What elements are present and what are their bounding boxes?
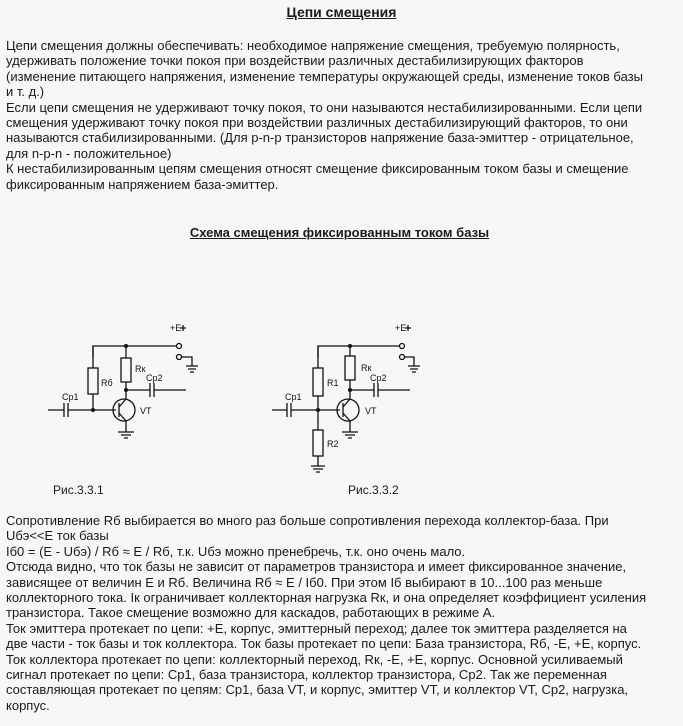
supply-label: +E	[170, 323, 182, 333]
intro-line: для n-p-n - положительное)	[6, 145, 172, 161]
figure-caption: Рис.3.3.2	[348, 483, 399, 497]
figure-caption: Рис.3.3.1	[53, 483, 104, 497]
r2-label: R2	[327, 439, 339, 449]
supply-label: +E	[395, 323, 407, 333]
r1-label: R1	[327, 378, 339, 388]
rk-label: Rк	[135, 364, 146, 374]
intro-line: К нестабилизированным цепям смещения относят смещение фиксированным током базы и смещение	[6, 161, 629, 177]
intro-line: удерживать положение точки покоя при воздействии различных дестабилизирующих факторов	[6, 53, 584, 69]
intro-line: смещения удерживают точку покоя при воздействии различных дестабилизирующий факторов, то они	[6, 115, 628, 131]
page-title: Цепи смещения	[286, 4, 397, 20]
body-line: зависящее от величин E и Rб. Величина Rб ≈ E / Iб0. При этом Iб выбирают в 10...100 раз меньше	[6, 574, 603, 590]
body-line: корпус.	[6, 697, 50, 713]
cp2-label: Cp2	[146, 373, 163, 383]
body-line: Uбэ<<E ток базы	[6, 528, 109, 544]
cp2-label: Cp2	[370, 373, 387, 383]
intro-line: Цепи смещения должны обеспечивать: необходимое напряжение смещения, требуемую полярность,	[6, 38, 620, 53]
section-heading: Схема смещения фиксированным током базы	[189, 225, 490, 240]
body-line: Отсюда видно, что ток базы не зависит от параметров транзистора и имеет фиксированное значение,	[6, 559, 627, 575]
body-line: две части - ток базы и ток коллектора. Ток базы протекает по цепи: База транзистора, Rб, -E, +E, корпус.	[6, 636, 642, 652]
body-line: Сопротивление Rб выбирается во много раз больше сопротивления перехода коллектор-база. При	[6, 513, 609, 528]
cp1-label: Cp1	[62, 392, 79, 402]
cp1-label: Cp1	[285, 392, 302, 402]
body-line: транзистора. Такое смещение возможно для каскадов, работающих в режиме А.	[6, 605, 496, 621]
vt-label: VT	[140, 406, 152, 416]
body-line: составляющая протекает по цепям: Cp1, база VT, и корпус, эмиттер VT, и коллектор VT, Cp2, нагрузка,	[6, 682, 629, 698]
body-line: Ток эмиттера протекает по цепи: +E, корпус, эмиттерный переход; далее ток эмиттера разделяется на	[6, 620, 627, 636]
intro-line: фиксированным напряжением база-эмиттер.	[6, 176, 279, 192]
rk-label: Rк	[361, 363, 372, 373]
body-line: сигнал протекает по цепи: Cp1, база транзистора, коллектор транзистора, Cp2. Так же переменная	[6, 667, 607, 683]
intro-line: и т. д.)	[6, 84, 45, 100]
vt-label: VT	[365, 406, 377, 416]
intro-line: Если цепи смещения не удерживают точку покоя, то они называются нестабилизированными. Если цепи	[6, 99, 643, 115]
rb-label: Rб	[101, 378, 113, 388]
body-line: коллекторного тока. Iк ограничивает коллекторная нагрузка Rк, и она определяет коэффициент усиления	[6, 590, 647, 606]
body-text	[6, 513, 678, 713]
body-line: Ток коллектора протекает по цепи: коллекторный переход, Rк, -E, +E, корпус. Основной усиливаемый	[6, 651, 623, 667]
intro-line: (изменение питающего напряжения, изменение температуры окружающей среды, изменение токов базы	[6, 68, 643, 84]
body-line: Iб0 = (E - Uбэ) / Rб ≈ E / Rб, т.к. Uбэ можно пренебречь, т.к. оно очень мало.	[6, 543, 466, 559]
intro-line: называются стабилизированными. (Для p-n-p транзисторов напряжение база-эмиттер - отрицательное,	[6, 130, 634, 146]
